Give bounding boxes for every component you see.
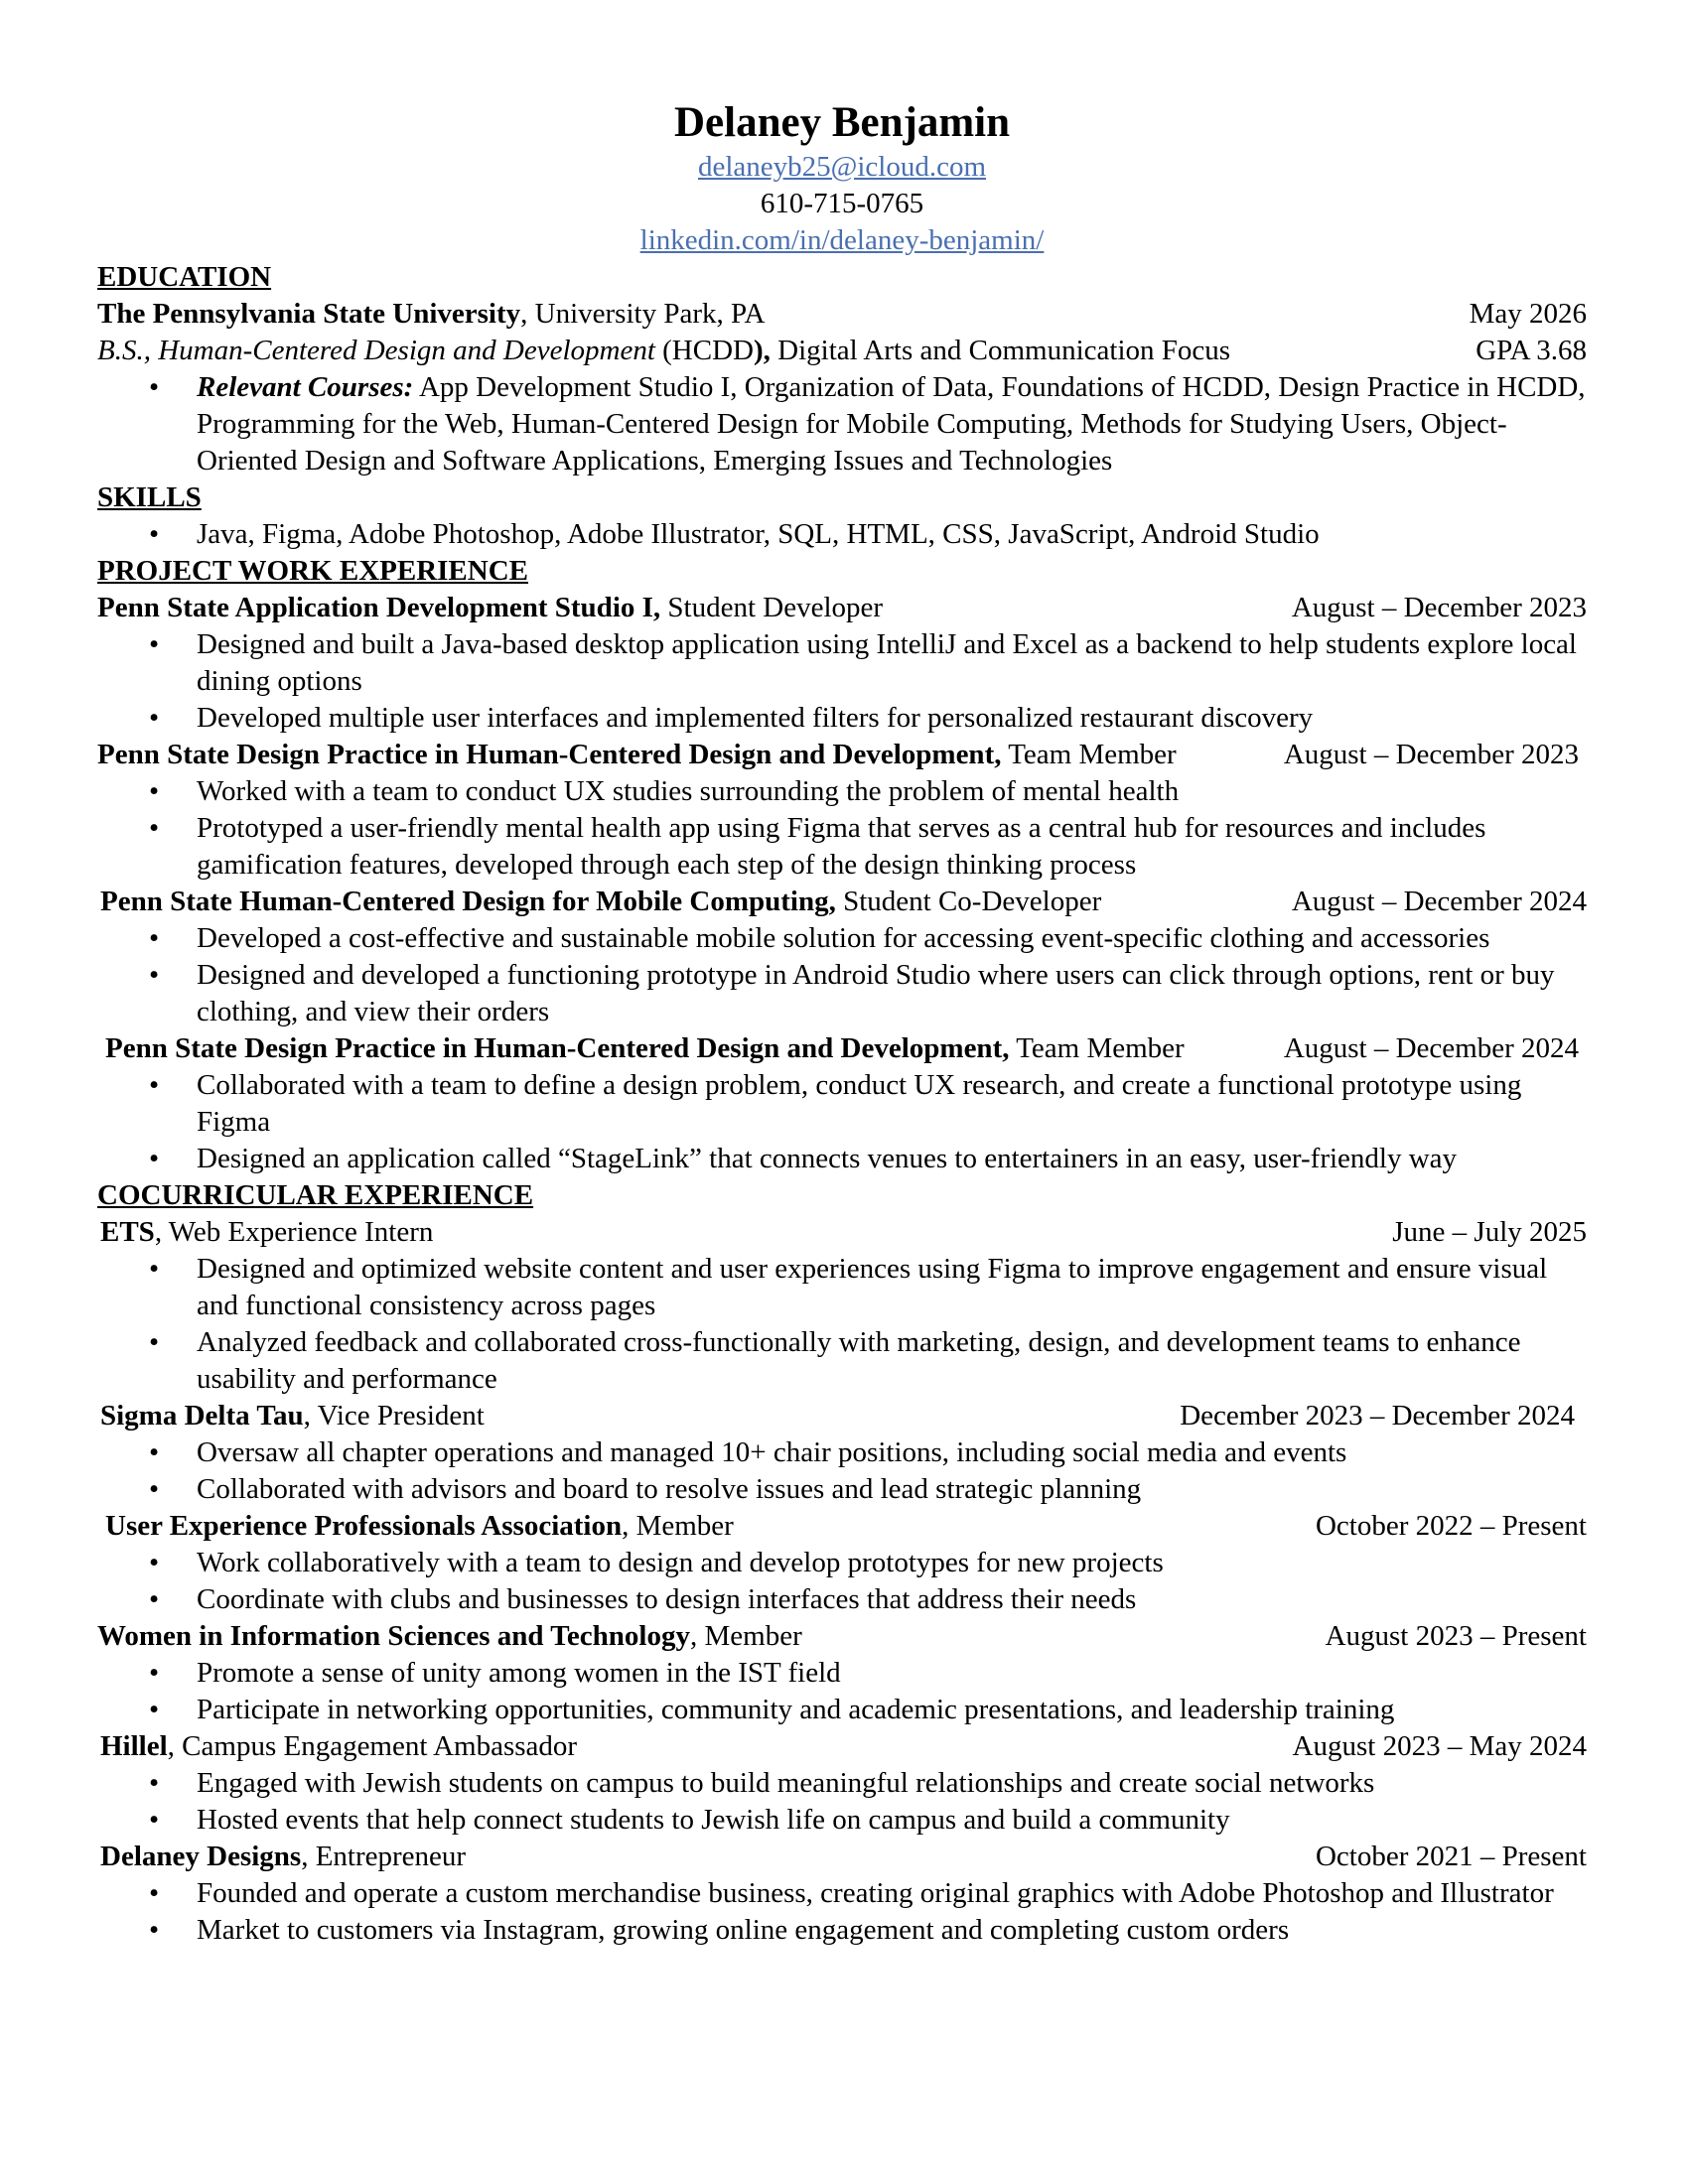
entry-bullets [97,1434,1587,1508]
list-item [149,1912,1587,1949]
entry-org: Penn State Design Practice in Human-Centered Design and Development, [97,739,1002,770]
gpa: GPA 3.68 [1476,335,1587,366]
entry-org: User Experience Professionals Association [105,1510,623,1542]
entry-bullets [97,626,1587,737]
bullet-text: Designed and built a Java-based desktop application using IntelliJ and Excel as a backend to help students explore local dining options [197,628,1577,697]
entry-header [97,1398,1587,1434]
graduation-date: May 2026 [1469,298,1587,330]
cocurricular-entry [97,1214,1587,1398]
entry-header [97,737,1587,773]
bullet-icon: • [149,1767,160,1799]
email-link[interactable]: delaneyb25@icloud.com [697,151,987,183]
project-entry [97,1030,1587,1177]
bullet-icon: • [149,959,160,991]
degree-abbr: (HCDD [654,335,754,366]
list-item [149,1434,1587,1471]
entry-date: August – December 2024 [1283,1032,1579,1064]
list-item [149,1765,1587,1802]
bullet-icon: • [149,1694,160,1725]
education-degree-row [97,333,1587,369]
linkedin-link[interactable]: linkedin.com/in/delaney-benjamin/ [639,224,1045,256]
bullet-text: Promote a sense of unity among women in the IST field [197,1657,841,1689]
bullet-icon: • [149,1657,160,1689]
degree-close: ), [753,335,771,366]
degree-name: B.S., Human-Centered Design and Development [97,335,655,366]
school-location: , University Park, PA [520,298,766,330]
cocurricular-entry [97,1728,1587,1839]
entry-role: Team Member [1009,1032,1185,1064]
bullet-text: Designed and developed a functioning prototype in Android Studio where users can click through options, rent or buy clothing, and view their orders [197,959,1555,1027]
project-entry [97,737,1587,884]
bullet-text: Collaborated with a team to define a design problem, conduct UX research, and create a functional prototype using Figma [197,1069,1522,1138]
project-section [97,553,1587,1177]
list-item [149,957,1587,1030]
entry-header [97,884,1587,920]
degree-focus: Digital Arts and Communication Focus [770,335,1231,366]
entry-header [97,1214,1587,1251]
entry-org: Hillel [100,1730,168,1762]
cocurricular-entry [97,1618,1587,1728]
project-entry [97,590,1587,737]
list-item [149,1875,1587,1912]
entry-date: August – December 2023 [1283,739,1579,770]
entry-bullets [97,773,1587,884]
entry-header [97,1618,1587,1655]
courses-list: App Development Studio I, Organization of Data, Foundations of HCDD, Design Practice in HCDD, Programming for the Web, Human-Centered Design for Mobile Computing, Methods for Studying Users, Object-Oriented Design and Software Applications, Emerging Issues and Technologies [197,371,1586,477]
list-item [149,1655,1587,1692]
bullet-icon: • [149,1547,160,1578]
list-item [149,1802,1587,1839]
entry-header [97,1839,1587,1875]
cocurricular-entry [97,1839,1587,1949]
entry-date: October 2022 – Present [1315,1510,1587,1542]
entry-role: , Campus Engagement Ambassador [167,1730,578,1762]
entry-role: , Member [690,1620,802,1652]
entry-role: Student Co-Developer [835,886,1102,917]
entry-header [97,590,1587,626]
entry-role: , Web Experience Intern [154,1216,434,1248]
cocurricular-entry [97,1398,1587,1508]
entry-bullets [97,1545,1587,1618]
bullet-text: Analyzed feedback and collaborated cross-functionally with marketing, design, and development teams to enhance usability and performance [197,1326,1521,1395]
entry-header [97,1508,1587,1545]
list-item [149,700,1587,737]
list-item [149,1545,1587,1581]
entry-date: August 2023 – May 2024 [1292,1730,1587,1762]
entry-date: August 2023 – Present [1325,1620,1587,1652]
list-item [149,1692,1587,1728]
bullet-icon: • [149,1473,160,1505]
bullet-icon: • [149,518,160,550]
entry-bullets [97,1067,1587,1177]
bullet-icon: • [149,1583,160,1615]
bullet-icon: • [149,371,160,403]
cocurricular-section [97,1177,1587,1949]
bullet-icon: • [149,775,160,807]
bullet-text: Founded and operate a custom merchandise business, creating original graphics with Adobe Photoshop and Illustrator [197,1877,1554,1909]
bullet-text: Designed an application called “StageLink” that connects venues to entertainers in an easy, user-friendly way [197,1143,1458,1174]
entry-role: , Member [622,1510,734,1542]
entry-role: , Entrepreneur [301,1841,467,1872]
entry-role: Student Developer [660,592,884,623]
bullet-text: Engaged with Jewish students on campus to build meaningful relationships and create social networks [197,1767,1375,1799]
entry-header [97,1728,1587,1765]
bullet-icon: • [149,812,160,844]
project-entry [97,884,1587,1030]
bullet-text: Coordinate with clubs and businesses to design interfaces that address their needs [197,1583,1137,1615]
entry-org: ETS [100,1216,155,1248]
education-school-row [97,296,1587,333]
list-item [149,920,1587,957]
bullet-icon: • [149,1253,160,1285]
entry-bullets [97,1875,1587,1949]
candidate-name: Delaney Benjamin [673,99,1011,146]
entry-org: Penn State Human-Centered Design for Mobile Computing, [100,886,836,917]
bullet-icon: • [149,1804,160,1836]
entry-org: Penn State Design Practice in Human-Centered Design and Development, [105,1032,1010,1064]
bullet-icon: • [149,702,160,734]
bullet-icon: • [149,1326,160,1358]
bullet-text: Market to customers via Instagram, growing online engagement and completing custom orders [197,1914,1290,1946]
entry-bullets [97,920,1587,1030]
list-item [149,369,1587,479]
list-item [149,810,1587,884]
list-item [149,773,1587,810]
entry-date: October 2021 – Present [1315,1841,1587,1872]
list-item [149,1067,1587,1141]
list-item [149,1471,1587,1508]
list-item [149,626,1587,700]
bullet-text: Hosted events that help connect students to Jewish life on campus and build a community [197,1804,1230,1836]
entry-header [97,1030,1587,1067]
bullet-icon: • [149,1914,160,1946]
education-section [97,259,1587,479]
education-bullets [97,369,1587,479]
entry-org: Sigma Delta Tau [100,1400,304,1432]
bullet-text: Developed a cost-effective and sustainable mobile solution for accessing event-specific clothing and accessories [197,922,1490,954]
bullet-icon: • [149,1143,160,1174]
entry-role: , Vice President [303,1400,485,1432]
resume-page [97,97,1587,1949]
skills-bullets [97,516,1587,553]
list-item [149,1141,1587,1177]
bullet-text: Designed and optimized website content and user experiences using Figma to improve engagement and ensure visual and functional consistency across pages [197,1253,1548,1321]
skills-section [97,479,1587,553]
phone-number: 610-715-0765 [760,188,924,219]
bullet-text: Collaborated with advisors and board to resolve issues and lead strategic planning [197,1473,1142,1505]
section-title-project: PROJECT WORK EXPERIENCE [97,555,528,587]
entry-org: Delaney Designs [100,1841,302,1872]
bullet-text: Worked with a team to conduct UX studies surrounding the problem of mental health [197,775,1180,807]
entry-date: August – December 2023 [1291,592,1587,623]
entry-date: June – July 2025 [1392,1216,1587,1248]
bullet-text: Prototyped a user-friendly mental health app using Figma that serves as a central hub for resources and includes gamification features, developed through each step of the design thinking process [197,812,1486,881]
bullet-icon: • [149,1877,160,1909]
skills-list: Java, Figma, Adobe Photoshop, Adobe Illustrator, SQL, HTML, CSS, JavaScript, Android Studio [197,518,1320,550]
section-title-cocurricular: COCURRICULAR EXPERIENCE [97,1179,534,1211]
list-item [149,516,1587,553]
entry-org: Penn State Application Development Studio I, [97,592,661,623]
school-name: The Pennsylvania State University [97,298,521,330]
bullet-icon: • [149,1069,160,1101]
entry-bullets [97,1655,1587,1728]
resume-header [97,97,1587,259]
entry-bullets [97,1765,1587,1839]
bullet-icon: • [149,922,160,954]
bullet-text: Participate in networking opportunities, community and academic presentations, and leadership training [197,1694,1395,1725]
entry-date: August – December 2024 [1291,886,1587,917]
entry-bullets [97,1251,1587,1398]
list-item [149,1251,1587,1324]
bullet-icon: • [149,628,160,660]
section-title-education: EDUCATION [97,261,272,293]
bullet-text: Oversaw all chapter operations and managed 10+ chair positions, including social media and events [197,1436,1347,1468]
bullet-text: Developed multiple user interfaces and implemented filters for personalized restaurant discovery [197,702,1314,734]
cocurricular-entry [97,1508,1587,1618]
entry-date: December 2023 – December 2024 [1180,1400,1575,1432]
bullet-text: Work collaboratively with a team to design and develop prototypes for new projects [197,1547,1164,1578]
list-item [149,1581,1587,1618]
entry-org: Women in Information Sciences and Technology [97,1620,690,1652]
courses-label: Relevant Courses: [197,371,414,403]
section-title-skills: SKILLS [97,481,202,513]
entry-role: Team Member [1001,739,1177,770]
list-item [149,1324,1587,1398]
bullet-icon: • [149,1436,160,1468]
